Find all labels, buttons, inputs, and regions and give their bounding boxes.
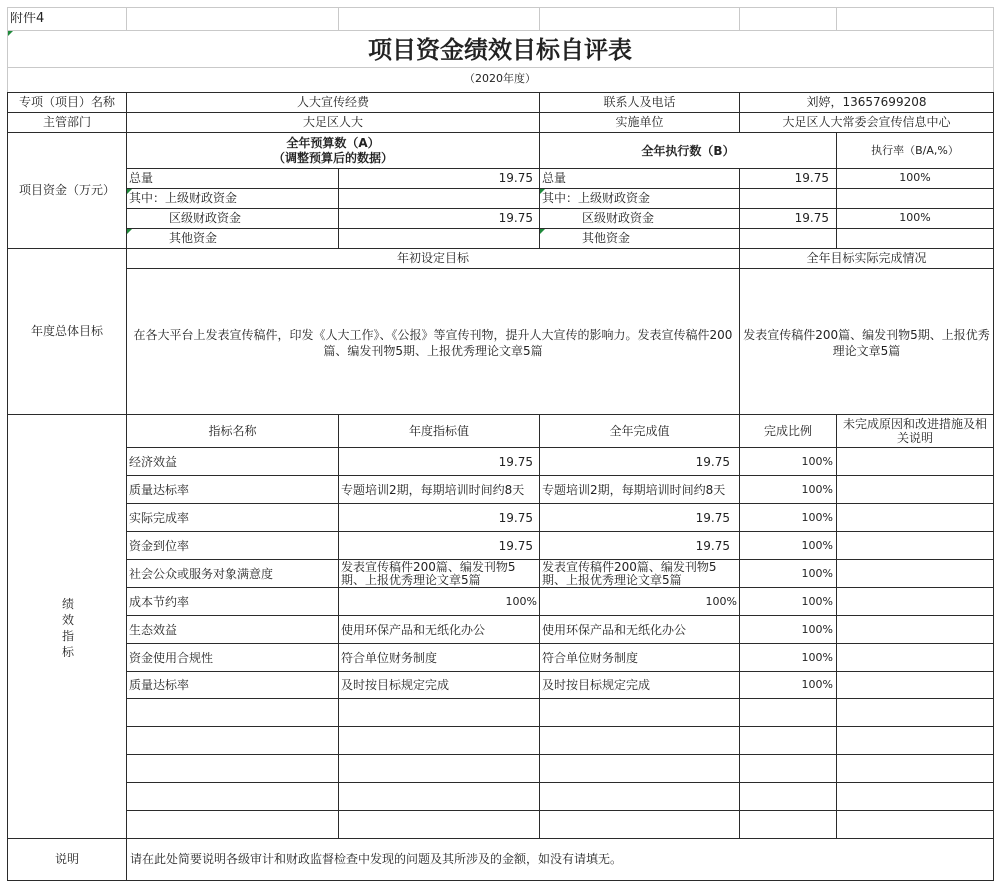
fund-row-exec-label: 总量 [542,171,567,185]
exec-header: 全年执行数（B） [641,144,735,158]
gridline [126,7,127,30]
indicator-target: 发表宣传稿件200篇、编发刊物5期、上报优秀理论文章5篇 [341,561,516,587]
border [126,475,994,476]
indicator-target: 19.75 [498,539,533,553]
indicator-header-ratio: 完成比例 [763,424,812,438]
border [126,671,994,672]
fund-row-label: 区级财政资金 [169,211,242,225]
border [126,208,994,209]
indicator-ratio: 100% [801,511,833,524]
border [7,248,994,249]
indicator-actual: 19.75 [695,539,730,553]
border [126,754,994,755]
project-name-label: 专项（项目）名称 [18,95,115,109]
rate-header: 执行率（B/A,%） [871,144,959,157]
fund-row-budget: 19.75 [498,211,533,225]
actual-goal-text: 发表宣传稿件200篇、编发刊物5期、上报优秀理论文章5篇 [743,328,990,358]
fund-row-exec-label: 区级财政资金 [582,211,655,225]
cell-marker [127,229,132,234]
border [7,92,8,881]
indicator-name: 经济效益 [129,455,178,469]
gridline [993,7,994,92]
indicator-name: 实际完成率 [129,511,190,525]
border [539,414,540,839]
gridline [7,67,993,68]
fund-row-exec-label: 其中：上级财政资金 [542,191,651,205]
gridline [739,7,740,30]
indicator-name: 成本节约率 [129,595,190,609]
border [126,188,994,189]
border [126,615,994,616]
indicator-name: 质量达标率 [129,678,190,692]
gridline [338,7,339,30]
indicator-name: 生态效益 [129,623,178,637]
border [126,92,127,881]
indicator-name: 资金使用合规性 [129,651,214,665]
indicator-actual: 100% [705,595,737,608]
fund-row-budget: 19.75 [498,171,533,185]
fund-row-label: 其他资金 [169,231,218,245]
indicator-actual: 及时按目标规定完成 [542,678,651,692]
indicator-target: 及时按目标规定完成 [341,678,450,692]
initial-goal-text: 在各大平台上发表宣传稿件，印发《人大工作》、《公报》等宣传刊物，提升人大宣传的影响力。发表宣传稿件200篇、编发刊物5期、上报优秀理论文章5篇 [133,328,733,358]
indicator-target: 专题培训2期，每期培训时间约8天 [341,483,525,497]
indicator-name: 资金到位率 [129,539,190,553]
border [7,838,994,839]
indicator-target: 100% [505,595,537,608]
border [126,810,994,811]
fund-row-label: 其中：上级财政资金 [129,191,238,205]
dept-value: 大足区人大 [302,115,363,129]
note-label: 说明 [54,852,79,866]
indicator-actual: 专题培训2期，每期培训时间约8天 [542,483,726,497]
border [126,587,994,588]
gridline [7,30,993,31]
note-text: 请在此处简要说明各级审计和财政监督检查中发现的问题及其所涉及的金额，如没有请填无。 [130,852,623,866]
indicator-actual: 发表宣传稿件200篇、编发刊物5期、上报优秀理论文章5篇 [542,561,717,587]
indicator-ratio: 100% [801,483,833,496]
border [126,643,994,644]
border [126,782,994,783]
border [126,698,994,699]
border [126,228,994,229]
fund-row-rate: 100% [899,171,931,184]
indicator-actual: 19.75 [695,455,730,469]
indicator-ratio: 100% [801,455,833,468]
initial-goal-header: 年初设定目标 [396,251,469,265]
border [7,132,994,133]
border [126,503,994,504]
indicator-ratio: 100% [801,678,833,691]
actual-goal-header: 全年目标实际完成情况 [806,251,927,265]
cell-marker [540,229,545,234]
indicator-target: 19.75 [498,455,533,469]
indicator-ratio: 100% [801,651,833,664]
funds-section-label: 项目资金（万元） [18,183,115,197]
indicator-actual: 符合单位财务制度 [542,651,639,665]
indicator-ratio: 100% [801,539,833,552]
border [836,414,837,839]
border [126,726,994,727]
indicator-header-name: 指标名称 [208,424,257,438]
impl-value: 大足区人大常委会宣传信息中心 [782,115,951,129]
goals-section-label: 年度总体目标 [30,324,103,338]
border [338,414,339,839]
budget-header-sub: （调整预算后的数据） [272,151,393,165]
attachment-label: 附件4 [10,12,45,26]
year-label: （2020年度） [464,72,536,85]
indicator-header-actual: 全年完成值 [609,424,670,438]
indicator-header-remarks: 未完成原因和改进措施及相关说明 [842,417,987,445]
gridline [836,7,837,30]
fund-row-exec: 19.75 [794,211,829,225]
indicators-section-label: 绩效指标 [61,597,74,659]
fund-row-label: 总量 [129,171,154,185]
indicator-target: 符合单位财务制度 [341,651,438,665]
indicator-ratio: 100% [801,595,833,608]
indicator-ratio: 100% [801,567,833,580]
page-title: 项目资金绩效目标自评表 [368,35,632,64]
border [338,168,339,249]
project-name-value: 人大宣传经费 [296,95,369,109]
border [739,248,740,415]
border [126,531,994,532]
border [126,168,994,169]
dept-label: 主管部门 [42,115,91,129]
border [993,92,994,881]
border [7,414,994,415]
fund-row-exec: 19.75 [794,171,829,185]
border [739,414,740,839]
border [126,447,994,448]
border [7,880,994,881]
impl-label: 实施单位 [615,115,664,129]
indicator-actual: 19.75 [695,511,730,525]
indicator-target: 19.75 [498,511,533,525]
indicator-actual: 使用环保产品和无纸化办公 [542,623,687,637]
fund-row-exec-label: 其他资金 [582,231,631,245]
indicator-header-target: 年度指标值 [408,424,469,438]
indicator-ratio: 100% [801,623,833,636]
border [126,559,994,560]
indicator-name: 社会公众或服务对象满意度 [129,567,274,581]
border [739,168,740,249]
gridline [539,7,540,30]
contact-value: 刘婷，13657699208 [806,95,927,109]
contact-label: 联系人及电话 [603,95,676,109]
indicator-target: 使用环保产品和无纸化办公 [341,623,486,637]
indicator-name: 质量达标率 [129,483,190,497]
budget-header: 全年预算数（A） [286,136,380,150]
border [7,112,994,113]
fund-row-rate: 100% [899,211,931,224]
gridline [7,7,993,8]
border [7,92,994,93]
border [126,268,994,269]
